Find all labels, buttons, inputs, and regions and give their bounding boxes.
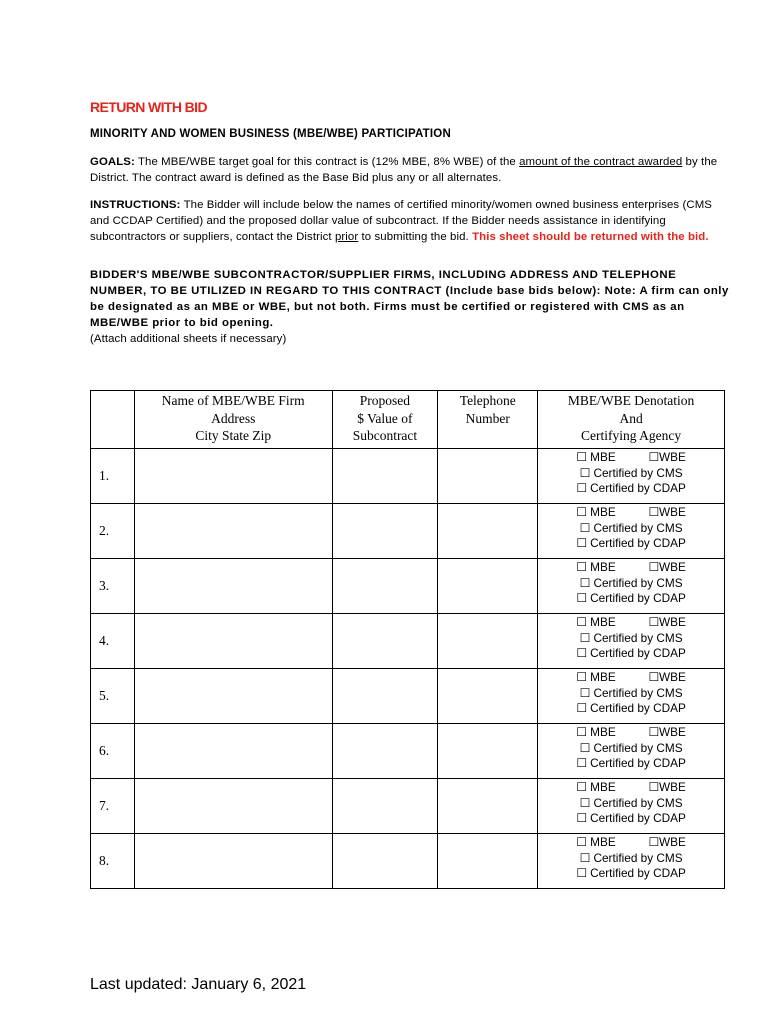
goals-underlined: amount of the contract awarded [519,156,683,168]
row-number: 5. [91,669,135,724]
table-row [91,559,725,614]
instructions-text-a: The Bidder will include below the names of certified minority/women owned business enterprises (CMS and CCDAP Certified) and the proposed dollar value of subcontract. If the Bidder needs assistance in identifying subcontractors or suppliers, contact the District [90,199,712,243]
denotation-checkbox-line[interactable]: ☐ Certified by CMS [579,520,683,535]
denotation-cell [538,669,725,724]
phone-cell[interactable] [438,449,538,504]
table-row [91,834,725,889]
table-row [91,669,725,724]
table-row [91,724,725,779]
row-number: 3. [91,559,135,614]
phone-cell[interactable] [438,559,538,614]
phone-cell[interactable] [438,834,538,889]
value-cell[interactable] [332,779,438,834]
denotation-cell [538,834,725,889]
value-cell[interactable] [332,834,438,889]
denotation-header-line: And [619,410,643,426]
value-header-line: Proposed [359,393,411,408]
row-number: 8. [91,834,135,889]
phone-cell[interactable] [438,504,538,559]
denotation-checkbox-line[interactable]: ☐ MBE ☐WBE [576,450,686,464]
firm-cell[interactable] [134,834,332,889]
value-header-line: $ Value of [357,410,413,426]
firm-cell[interactable] [134,614,332,669]
row-number: 6. [91,724,135,779]
denotation-checkbox-line[interactable]: ☐ Certified by CMS [579,575,683,590]
value-column-header [332,391,438,449]
row-number-header [91,391,135,449]
phone-header-line: Telephone [459,393,516,408]
firm-cell[interactable] [134,779,332,834]
firm-header-line: Name of MBE/WBE Firm [161,393,305,408]
denotation-checkbox-line[interactable]: ☐ Certified by CMS [579,685,683,700]
bidder-paragraph [90,267,735,347]
denotation-header-line: MBE/WBE Denotation [567,393,695,408]
denotation-checkbox-line[interactable]: ☐ Certified by CMS [579,465,683,480]
firm-cell[interactable] [134,504,332,559]
denotation-column-header [538,391,725,449]
value-cell[interactable] [332,559,438,614]
table-row [91,504,725,559]
firm-cell[interactable] [134,669,332,724]
denotation-cell [538,559,725,614]
firm-header-line: Address [211,410,256,426]
denotation-checkbox-line[interactable]: ☐ Certified by CDAP [576,811,686,825]
section-title: MINORITY AND WOMEN BUSINESS (MBE/WBE) PARTICIPATION [90,128,451,140]
value-cell[interactable] [332,449,438,504]
firm-cell[interactable] [134,559,332,614]
instructions-label: INSTRUCTIONS: [90,199,181,211]
denotation-checkbox-line[interactable]: ☐ MBE ☐WBE [576,560,686,574]
firm-column-header [134,391,332,449]
instructions-text-b: to submitting the bid. [358,231,473,243]
denotation-checkbox-line[interactable]: ☐ Certified by CMS [579,630,683,645]
last-updated: Last updated: January 6, 2021 [90,976,307,993]
denotation-cell [538,724,725,779]
denotation-cell [538,449,725,504]
denotation-checkbox-line[interactable]: ☐ Certified by CMS [579,740,683,755]
phone-column-header [438,391,538,449]
phone-cell[interactable] [438,669,538,724]
goals-label: GOALS: [90,156,135,168]
firm-cell[interactable] [134,449,332,504]
table-row [91,779,725,834]
table-header-row [91,391,725,449]
firm-header-line: City State Zip [195,428,272,443]
denotation-checkbox-line[interactable]: ☐ Certified by CDAP [576,646,686,660]
phone-header-line: Number [465,410,510,426]
denotation-cell [538,614,725,669]
denotation-checkbox-line[interactable]: ☐ Certified by CDAP [576,481,686,495]
denotation-checkbox-line[interactable]: ☐ MBE ☐WBE [576,505,686,519]
return-with-bid-label: RETURN WITH BID [90,99,207,115]
denotation-checkbox-line[interactable]: ☐ Certified by CMS [579,795,683,810]
denotation-checkbox-line[interactable]: ☐ MBE ☐WBE [576,615,686,629]
denotation-checkbox-line[interactable]: ☐ MBE ☐WBE [576,670,686,684]
phone-cell[interactable] [438,614,538,669]
phone-cell[interactable] [438,724,538,779]
denotation-cell [538,779,725,834]
value-cell[interactable] [332,724,438,779]
return-sheet-warning: This sheet should be returned with the bid. [472,231,709,243]
row-number: 4. [91,614,135,669]
value-header-line: Subcontract [352,428,418,443]
denotation-checkbox-line[interactable]: ☐ Certified by CDAP [576,866,686,880]
instructions-paragraph [90,197,730,245]
denotation-checkbox-line[interactable]: ☐ Certified by CDAP [576,591,686,605]
firm-cell[interactable] [134,724,332,779]
value-cell[interactable] [332,504,438,559]
table-row [91,614,725,669]
goals-text-b: by the District. The contract award is defined as the Base Bid plus any or all alternates. [90,156,718,184]
denotation-checkbox-line[interactable]: ☐ MBE ☐WBE [576,725,686,739]
denotation-checkbox-line[interactable]: ☐ MBE ☐WBE [576,780,686,794]
goals-paragraph [90,154,730,186]
phone-cell[interactable] [438,779,538,834]
value-cell[interactable] [332,669,438,724]
row-number: 2. [91,504,135,559]
value-cell[interactable] [332,614,438,669]
denotation-cell [538,504,725,559]
goals-text-a: The MBE/WBE target goal for this contract is (12% MBE, 8% WBE) of the [134,156,520,168]
denotation-header-line: Certifying Agency [581,428,682,443]
row-number: 1. [91,449,135,504]
denotation-checkbox-line[interactable]: ☐ Certified by CMS [579,850,683,865]
attach-note: (Attach additional sheets if necessary) [90,333,287,345]
denotation-checkbox-line[interactable]: ☐ Certified by CDAP [576,536,686,550]
instructions-underlined: prior [334,231,359,243]
denotation-checkbox-line[interactable]: ☐ Certified by CDAP [576,756,686,770]
denotation-checkbox-line[interactable]: ☐ MBE ☐WBE [576,835,686,849]
bidder-text: BIDDER'S MBE/WBE SUBCONTRACTOR/SUPPLIER FIRMS, INCLUDING ADDRESS AND TELEPHONE NUMBER, TO BE UTILIZED IN REGARD TO THIS CONTRACT (Include base bids below): Note: A firm can only be designated as an MBE or WBE, but not both. Firms must be certified or registered with CMS as an MBE/WBE prior to bid opening. [90,269,729,329]
row-number: 7. [91,779,135,834]
table-row [91,449,725,504]
denotation-checkbox-line[interactable]: ☐ Certified by CDAP [576,701,686,715]
subcontractor-table [90,390,725,889]
